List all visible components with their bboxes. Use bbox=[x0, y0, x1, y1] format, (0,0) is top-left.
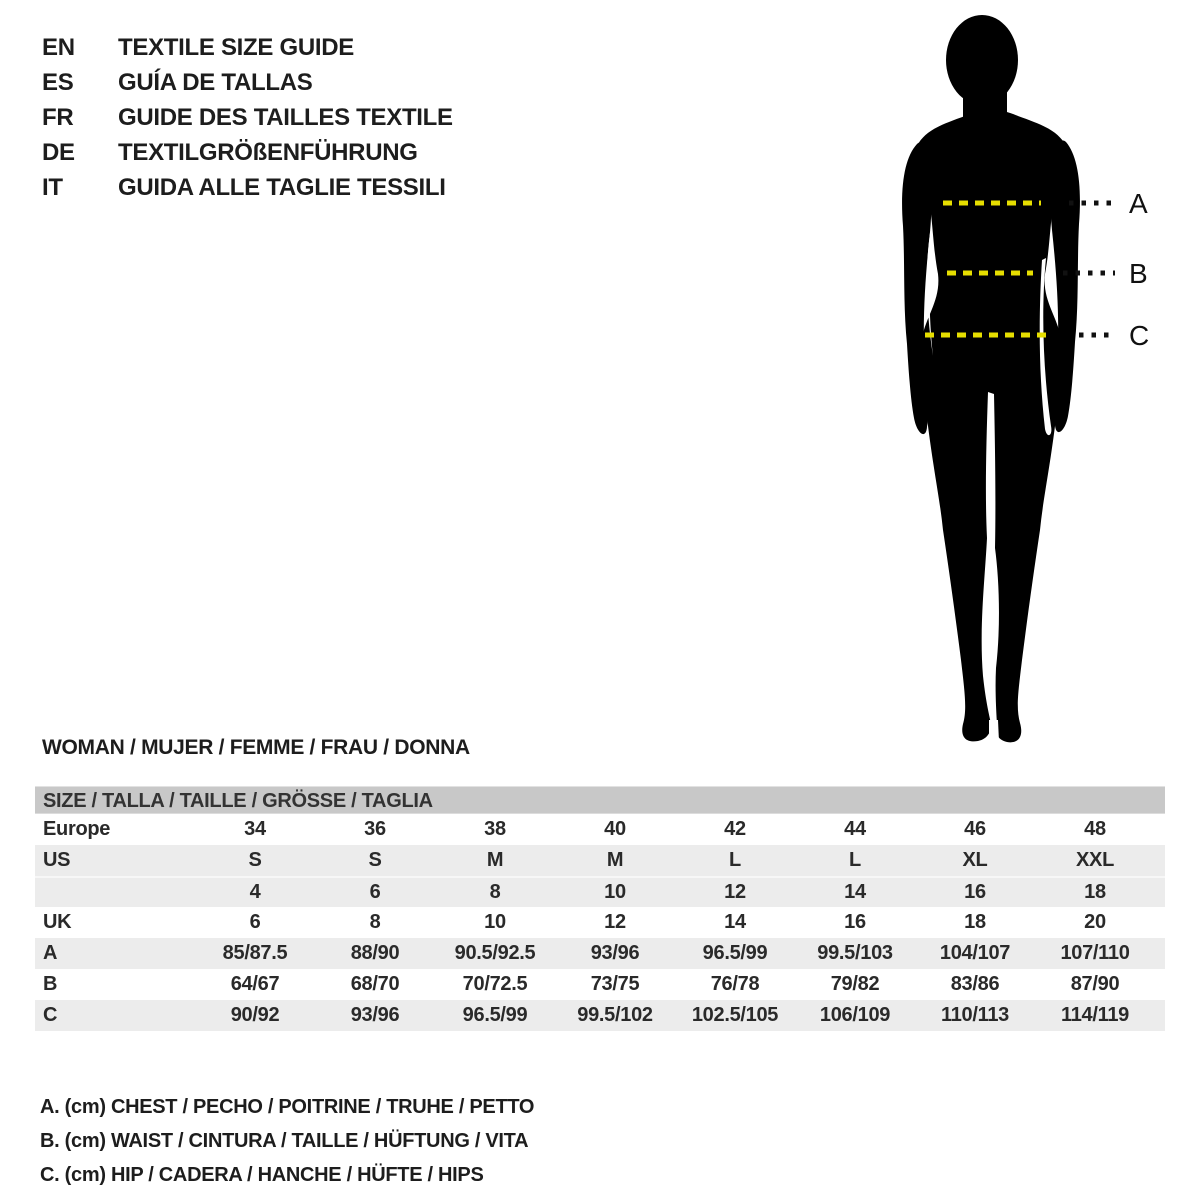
gender-section-title: WOMAN / MUJER / FEMME / FRAU / DONNA bbox=[42, 736, 470, 759]
size-table bbox=[35, 786, 1165, 1031]
size-cell: XXL bbox=[1076, 849, 1114, 871]
size-cell: 38 bbox=[484, 818, 506, 840]
size-cell: 12 bbox=[604, 911, 626, 933]
size-cell: 20 bbox=[1084, 911, 1106, 933]
size-cell: 68/70 bbox=[350, 973, 400, 995]
marker-label-a: A bbox=[1129, 188, 1148, 219]
table-row-uk bbox=[35, 907, 1165, 938]
size-cell: 42 bbox=[724, 818, 746, 840]
language-row-de bbox=[42, 135, 453, 170]
row-label: UK bbox=[43, 911, 72, 933]
size-cell: 106/109 bbox=[819, 1004, 891, 1026]
size-cell: 96.5/99 bbox=[702, 942, 768, 964]
table-row-c bbox=[35, 1000, 1165, 1031]
language-code: EN bbox=[42, 33, 75, 61]
legend-line-c: C. (cm) HIP / CADERA / HANCHE / HÜFTE / HIPS bbox=[40, 1164, 484, 1186]
woman-silhouette-figure bbox=[895, 8, 1160, 748]
language-title: TEXTILGRÖßENFÜHRUNG bbox=[118, 138, 418, 166]
size-cell: S bbox=[368, 849, 382, 871]
size-cell: 110/113 bbox=[941, 1004, 1009, 1026]
legend-line-a: A. (cm) CHEST / PECHO / POITRINE / TRUHE / PETTO bbox=[40, 1096, 535, 1118]
size-cell: 10 bbox=[604, 881, 626, 903]
size-cell: 76/78 bbox=[710, 973, 760, 995]
row-label: B bbox=[43, 973, 58, 995]
size-cell: 14 bbox=[844, 881, 866, 903]
language-row-fr bbox=[42, 100, 453, 135]
size-cell: 64/67 bbox=[230, 973, 280, 995]
size-cell: L bbox=[729, 849, 741, 871]
language-code: FR bbox=[42, 103, 74, 131]
size-cell: XL bbox=[962, 849, 988, 871]
size-cell: 8 bbox=[369, 911, 381, 933]
table-row-us-numeric bbox=[35, 876, 1165, 907]
size-cell: S bbox=[248, 849, 262, 871]
row-label: C bbox=[43, 1004, 58, 1026]
size-cell: 48 bbox=[1084, 818, 1106, 840]
language-row-en bbox=[42, 30, 453, 65]
size-cell: 93/96 bbox=[350, 1004, 400, 1026]
row-label: A bbox=[43, 942, 58, 964]
table-row-europe bbox=[35, 814, 1165, 845]
size-table-body bbox=[35, 814, 1165, 1031]
size-cell: 85/87.5 bbox=[222, 942, 288, 964]
language-title-list bbox=[42, 30, 453, 205]
language-title: GUÍA DE TALLAS bbox=[118, 68, 313, 96]
language-row-it bbox=[42, 170, 453, 205]
language-title: GUIDA ALLE TAGLIE TESSILI bbox=[118, 173, 446, 201]
size-cell: 10 bbox=[484, 911, 506, 933]
size-cell: 8 bbox=[489, 881, 501, 903]
size-cell: 102.5/105 bbox=[691, 1004, 779, 1026]
marker-label-b: B bbox=[1129, 258, 1148, 289]
size-cell: 70/72.5 bbox=[462, 973, 528, 995]
size-cell: 34 bbox=[244, 818, 266, 840]
size-cell: 90.5/92.5 bbox=[454, 942, 536, 964]
measurement-legend bbox=[40, 1090, 534, 1192]
language-code: IT bbox=[42, 173, 63, 201]
size-cell: 16 bbox=[964, 881, 986, 903]
size-cell: 73/75 bbox=[590, 973, 640, 995]
size-cell: 40 bbox=[604, 818, 626, 840]
size-cell: 44 bbox=[844, 818, 866, 840]
language-row-es bbox=[42, 65, 453, 100]
table-row-b bbox=[35, 969, 1165, 1000]
size-cell: 36 bbox=[364, 818, 386, 840]
size-cell: 93/96 bbox=[590, 942, 640, 964]
size-cell: 12 bbox=[724, 881, 746, 903]
size-cell: 6 bbox=[369, 881, 381, 903]
marker-label-c: C bbox=[1129, 320, 1149, 351]
row-label: Europe bbox=[43, 818, 111, 840]
size-cell: L bbox=[849, 849, 861, 871]
language-code: DE bbox=[42, 138, 75, 166]
size-table-header: SIZE / TALLA / TAILLE / GRÖSSE / TAGLIA bbox=[35, 786, 1165, 814]
size-cell: 99.5/102 bbox=[577, 1004, 653, 1026]
size-cell: 107/110 bbox=[1060, 942, 1130, 964]
size-cell: 46 bbox=[964, 818, 986, 840]
size-cell: 16 bbox=[844, 911, 866, 933]
size-cell: M bbox=[606, 849, 624, 871]
size-cell: 87/90 bbox=[1070, 973, 1120, 995]
language-title: TEXTILE SIZE GUIDE bbox=[118, 33, 354, 61]
row-label: US bbox=[43, 849, 71, 871]
table-row-a bbox=[35, 938, 1165, 969]
size-cell: 79/82 bbox=[830, 973, 880, 995]
size-cell: 4 bbox=[249, 881, 261, 903]
legend-line-b: B. (cm) WAIST / CINTURA / TAILLE / HÜFTUNG / VITA bbox=[40, 1130, 529, 1152]
size-cell: 96.5/99 bbox=[462, 1004, 528, 1026]
size-cell: 104/107 bbox=[939, 942, 1011, 964]
size-cell: M bbox=[486, 849, 504, 871]
size-cell: 99.5/103 bbox=[817, 942, 893, 964]
size-cell: 90/92 bbox=[230, 1004, 280, 1026]
size-cell: 114/119 bbox=[1061, 1004, 1129, 1026]
table-row-us bbox=[35, 845, 1165, 876]
size-cell: 18 bbox=[1084, 881, 1106, 903]
language-code: ES bbox=[42, 68, 74, 96]
size-cell: 88/90 bbox=[350, 942, 400, 964]
size-cell: 83/86 bbox=[950, 973, 1000, 995]
size-cell: 18 bbox=[964, 911, 986, 933]
size-cell: 14 bbox=[724, 911, 746, 933]
language-title: GUIDE DES TAILLES TEXTILE bbox=[118, 103, 453, 131]
size-cell: 6 bbox=[249, 911, 261, 933]
